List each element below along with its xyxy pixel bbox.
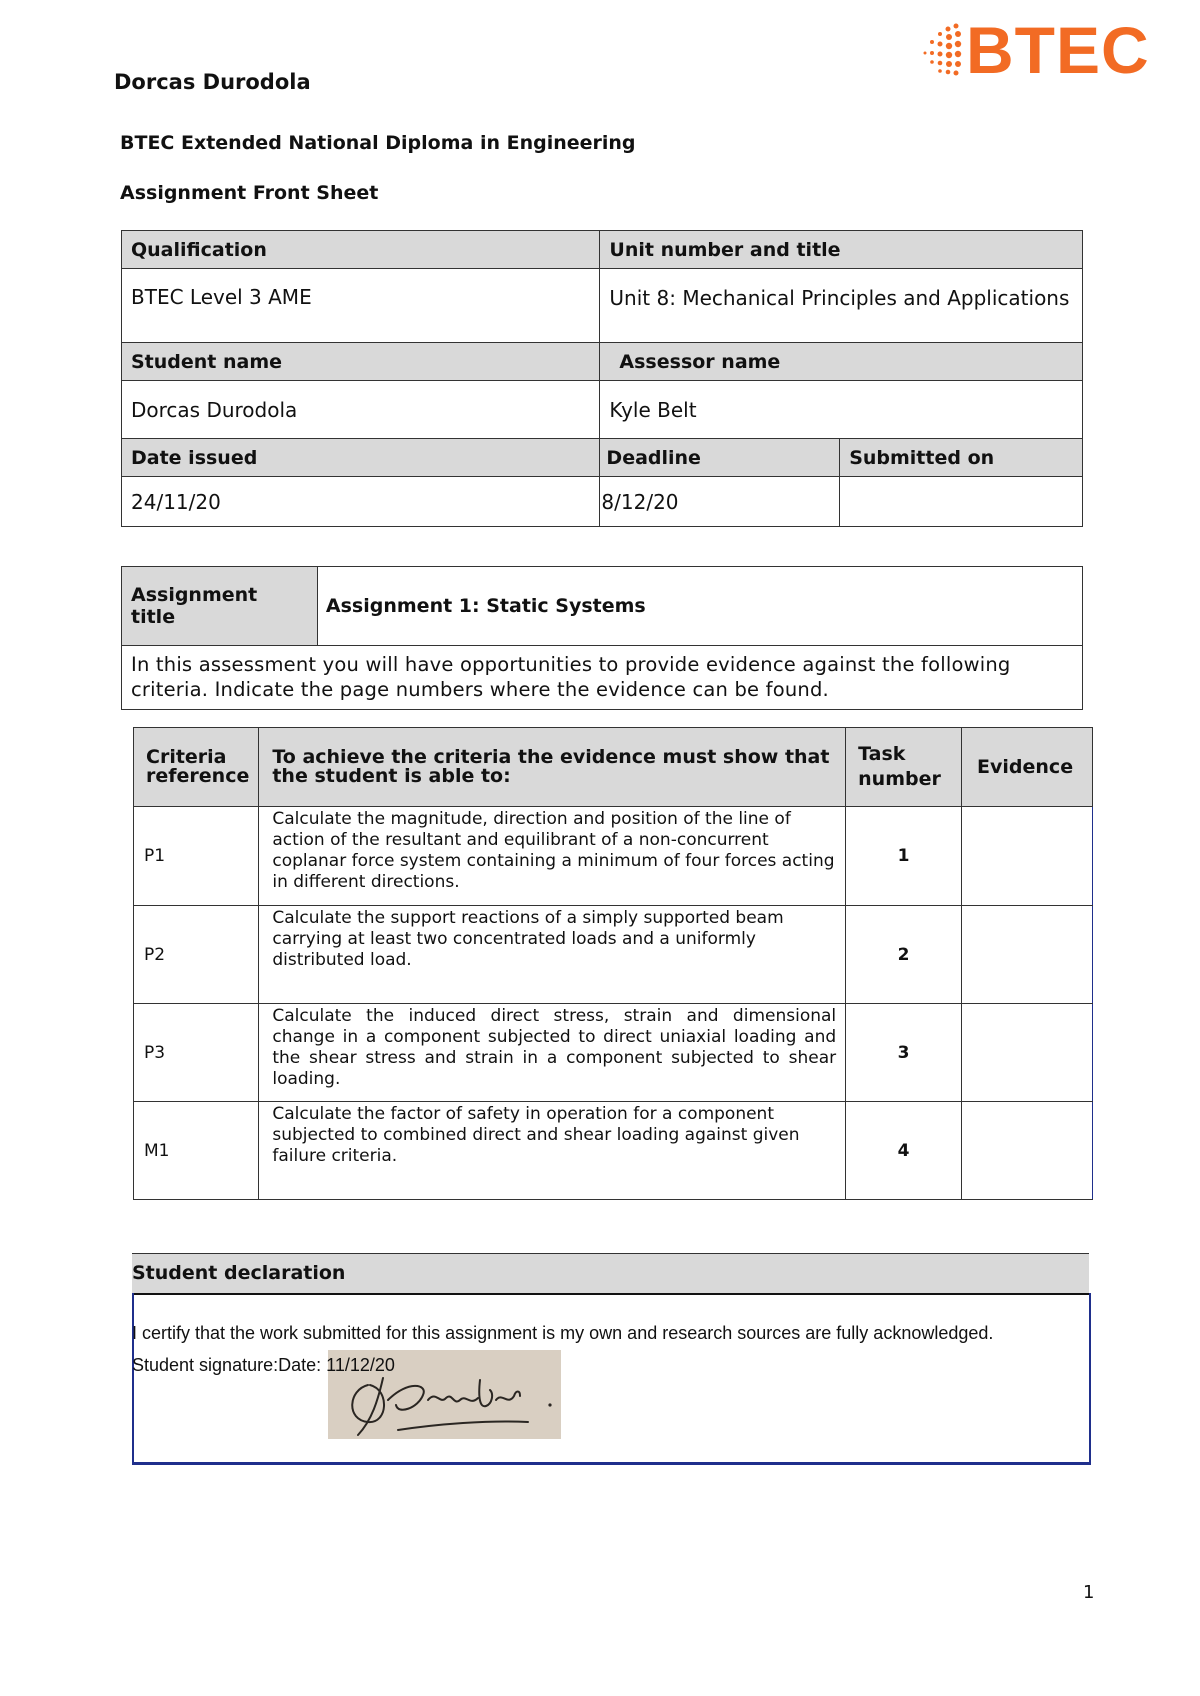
task-number: 1 [846,807,962,906]
evidence-cell[interactable] [962,906,1093,1004]
date-label: Date: [278,1355,322,1375]
criteria-description: Calculate the factor of safety in operation for a component subjected to combined direct and shear loading against given failure criteria. [259,1102,846,1200]
criteria-table [133,727,1093,1200]
student-declaration-box [132,1293,1091,1465]
unit-label: Unit number and title [600,231,1083,269]
table-row [134,906,1093,1004]
deadline-value: 8/12/20 [600,477,840,527]
evidence-header: Evidence [962,728,1093,807]
assessor-name-label: Assessor name [600,343,1083,381]
criteria-reference: M1 [134,1102,259,1200]
student-name-value: Dorcas Durodola [122,381,600,439]
student-declaration-heading: Student declaration [132,1253,1089,1295]
evidence-cell[interactable] [962,807,1093,906]
declaration-date-value: 11/12/20 [326,1355,395,1375]
table-row [134,1004,1093,1102]
task-number: 2 [846,906,962,1004]
qualification-value: BTEC Level 3 AME [122,269,600,343]
btec-logo-dots-icon [920,20,964,80]
criteria-reference: P2 [134,906,259,1004]
document-title: BTEC Extended National Diploma in Engineering [120,132,636,154]
evidence-cell[interactable] [962,1102,1093,1200]
task-number: 3 [846,1004,962,1102]
table-row [134,1102,1093,1200]
criteria-description-header: To achieve the criteria the evidence must show that the student is able to: [259,728,846,807]
criteria-description: Calculate the support reactions of a simply supported beam carrying at least two concentrated loads and a uniformly distributed load. [259,906,846,1004]
btec-logo [920,10,1180,90]
document-subtitle: Assignment Front Sheet [120,182,379,204]
date-issued-label: Date issued [122,439,600,477]
assignment-title-value: Assignment 1: Static Systems [317,567,1082,646]
header-author-name: Dorcas Durodola [114,70,311,94]
assessor-name-value: Kyle Belt [600,381,1083,439]
deadline-label: Deadline [600,439,840,477]
evidence-cell[interactable] [962,1004,1093,1102]
criteria-description: Calculate the magnitude, direction and position of the line of action of the resultant and equilibrant of a non-concurrent coplanar force system containing a minimum of four forces acting in different directions. [259,807,846,906]
table-row [134,807,1093,906]
front-sheet-table [121,230,1083,527]
signature-line [132,1355,395,1376]
unit-value: Unit 8: Mechanical Principles and Applications [600,269,1083,343]
btec-logo-text: BTEC [966,13,1150,87]
assignment-instructions: In this assessment you will have opportunities to provide evidence against the following criteria. Indicate the page numbers where the evidence can be found. [122,646,1083,710]
declaration-statement: I certify that the work submitted for this assignment is my own and research sources are fully acknowledged. [132,1323,994,1343]
criteria-reference: P3 [134,1004,259,1102]
student-name-label: Student name [122,343,600,381]
assignment-title-table [121,566,1083,710]
task-number: 4 [846,1102,962,1200]
task-number-header: Task number [846,728,962,807]
criteria-reference: P1 [134,807,259,906]
qualification-label: Qualification [122,231,600,269]
criteria-reference-header: Criteria reference [134,728,259,807]
signature-label: Student signature: [132,1355,279,1375]
submitted-on-label: Submitted on [840,439,1083,477]
criteria-description: Calculate the induced direct stress, strain and dimensional change in a component subjected to direct uniaxial loading and the shear stress and strain in a component subjected to shear loading. [259,1004,846,1102]
assignment-title-label: Assignment title [122,567,318,646]
page-number: 1 [1083,1582,1095,1603]
date-issued-value: 24/11/20 [122,477,600,527]
submitted-on-value [840,477,1083,527]
